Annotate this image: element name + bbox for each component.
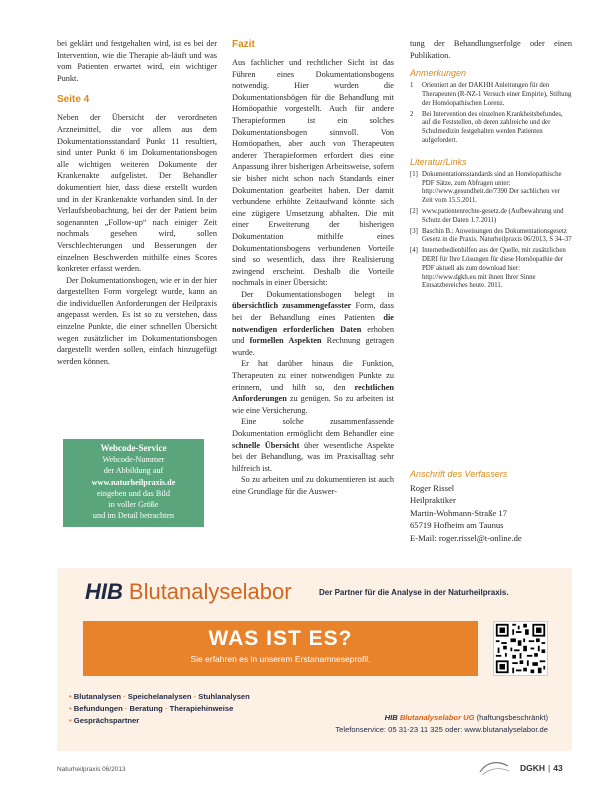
ad-phone-link[interactable]: Telefonservice: 05 31-23 11 325 oder: www.blutanalyselabor.de xyxy=(335,725,548,734)
author-street: Martin-Wohmann-Straße 17 xyxy=(410,507,507,518)
author-title: Heilpraktiker xyxy=(410,495,456,506)
webcode-url-link[interactable]: www.naturheilpraxis.de xyxy=(91,477,176,487)
author-name: Roger Rissel xyxy=(410,483,455,493)
column1-paragraph: Der Dokumentationsbogen, wie er in der hier dargestellten Form vorgelegt wurde, kann an die individuellen Anforderungen der Heilpraxis angepasst werden. Es ist so zu verstehen, dass einzelne Punkte, die einer schnellen Übersicht wegen zusätzlicher im Dokumentationsbogen dargestellt werden sollen, einfach hinzugefügt werden können. xyxy=(57,275,217,366)
notes-list xyxy=(410,82,572,146)
dgkh-logo-icon xyxy=(476,758,512,778)
webcode-line: in voller Größe xyxy=(108,500,159,510)
literature-item: [3] Baschin B.: Anweisungen des Dokumentationsgesetz Gesetz in die Praxis. Naturheilpraxis 06/2013, S 34–37 xyxy=(410,227,572,244)
ad-contact xyxy=(335,712,548,736)
author-city: 65719 Hofheim am Taunus xyxy=(410,520,504,531)
ad-service-item: Gesprächspartner xyxy=(73,715,140,725)
article-column-1 xyxy=(57,38,217,367)
ad-company: HIB Blutanalyselabor UG (haftungsbeschränkt) xyxy=(384,713,548,722)
ad-services-line: • Blutanalysen · Speichelanalysen · Stuhlanalysen xyxy=(69,692,250,701)
column3-intro: tung der Behandlungserfolge oder einen Publikation. xyxy=(410,39,572,60)
column1-intro: bei geklärt und festgehalten wird, ist es bei der Intervention, wie die Therapie ab-läuft und was vom Patienten erwartet wird, ein wichtiger Punkt. xyxy=(57,39,217,83)
hib-advertisement[interactable] xyxy=(57,568,572,751)
author-email-link[interactable]: E-Mail: roger.rissel@t-online.de xyxy=(410,532,522,543)
literature-item: [1] Dokumentationsstandards sind an Homöopathische PDF Sätze, zum Abfragen unter: http://www.gesundheit.de/7390 Der sachlichen ver Zeit vom 15.5.2011. xyxy=(410,170,562,205)
hib-logo-text: Blutanalyselabor xyxy=(128,579,292,604)
literature-item: [2] www.patientenrechte-gesetz.de (Aufbewahrung und Schutz der Daten 1.7.2011) xyxy=(410,207,564,224)
ad-service-item: Therapiehinweise xyxy=(169,703,234,713)
column1-paragraph: Neben der Übersicht der verordneten Arzneimittel, die vor allem aus dem Dokumentationsstandard Punkt 11 resultiert, sind unter Punkt 6 im Dokumentationsbogen alle wichtigen weiteren Dokumente der Krankenakte aufgelistet. Der Behandler dokumentiert hier, dass diese erstellt wurden und in der Krankenakte vorhanden sind. In der Verlaufsbeobachtung, bei der der Patient beim sogenannten „Follow-up“ nach einiger Zeit nochmals gesehen wird, sollen Verschlechterungen und Besserungen der einzelnen Beschwerden mithilfe eines Scores konkreter erfasst werden. xyxy=(57,113,217,274)
note-item: 2 Bei Intervention des einzelnen Krankheitsbefundes, auf die Feststellen, ob deren zahlreiche und der Schulmedizin festgehalten werden Patienten aufgefordert. xyxy=(410,110,563,144)
qr-code[interactable] xyxy=(493,621,548,676)
ad-headline: WAS IST ES? xyxy=(208,627,353,650)
note-item: 1 Orientiert an der DAKHH Anleitungen für den Therapeuten (R-NZ-1 Versuch einer Empirie), Stiftung der Homöopathischen Lorenz. xyxy=(410,82,572,107)
ad-services-line: • Befundungen · Beratung · Therapiehinweise xyxy=(69,703,234,713)
qr-code-icon xyxy=(494,622,547,675)
hib-logo xyxy=(85,578,292,606)
section-heading: Seite 4 xyxy=(57,94,90,106)
webcode-line: der Abbildung auf xyxy=(103,466,164,476)
ad-subheadline: Sie erfahren es in unserem Erstanamneseprofil. xyxy=(190,654,371,664)
ad-service-item: Stuhlanalysen xyxy=(198,692,250,701)
footer-journal-page: DGKH | 43 xyxy=(520,763,563,773)
ad-services-list xyxy=(69,691,250,726)
author-address xyxy=(410,468,572,544)
article-column-3 xyxy=(410,38,572,293)
fazit-heading: Fazit xyxy=(232,39,255,50)
article-column-2 xyxy=(232,38,394,498)
ad-service-item: Befundungen xyxy=(73,703,123,713)
webcode-line: und im Detail betrachten xyxy=(92,511,175,521)
ad-service-item: Beratung xyxy=(129,703,163,713)
literature-item: [4] Internetbedienhilfen aus der Quelle, mit zusätzlichen DERI für Ihre Lösungen für diese Homöopathie der PDF aktuell als zum download hier: http://www.dgkh.eu mit ihnen Ihrer Sinne Einsatzbereiches heute. 2011. xyxy=(410,247,566,290)
webcode-line: eingeben und das Bild xyxy=(97,488,170,498)
ad-headline-band xyxy=(83,621,478,676)
webcode-line: Webcode-Nummer xyxy=(102,455,165,465)
webcode-title: Webcode-Service xyxy=(100,443,167,453)
footer-issue: Naturheilpraxis 06/2013 xyxy=(57,766,126,773)
column2-paragraph: Eine solche zusammenfassende Dokumentation ermöglicht dem Behandler eine schnelle Übersicht über wesentliche Aspekte bei der Behandlung, was im Praxisalltag sehr hilfreich ist. xyxy=(232,417,394,473)
footer-journal: DGKH xyxy=(520,763,546,773)
column2-paragraph: Er hat darüber hinaus die Funktion, Therapeuten zu einer notwendigen Punkte zu erinnern, und hilft so, den rechtlichen Anforderungen zu genügen. So zu arbeiten ist wie eine Versicherung. xyxy=(232,359,394,415)
ad-service-item: Speichelanalysen xyxy=(127,692,192,701)
literature-heading: Literatur/Links xyxy=(410,156,467,167)
ad-tagline: Der Partner für die Analyse in der Naturheilpraxis. xyxy=(319,588,509,597)
column2-paragraph: Der Dokumentationsbogen belegt in übersichtlich zusammengefasster Form, dass bei der Behandlung eines Patienten die notwendigen erforderlichen Daten erhoben und formellen Aspekten Rechnung getragen wurde. xyxy=(232,289,394,357)
webcode-service-box xyxy=(63,439,204,527)
ad-services-line: • Gesprächspartner xyxy=(69,715,140,725)
column2-paragraph: So zu arbeiten und zu dokumentieren ist auch eine Grundlage für die Auswer- xyxy=(232,475,394,496)
notes-heading: Anmerkungen xyxy=(410,68,467,79)
column2-paragraph: Aus fachlicher und rechtlicher Sicht ist das Führen eines Dokumentationsbogens notwendig. Hier wurden die Dokumentationsbögen für die Behandlung mit Homöopathie vorgestellt. Auch für andere Therapieformen ist ein solches Dokumentationsbogen sinnvoll. Von Homöopathen, aber auch von Therapeuten anderer Therapieformen erfordert dies eine Anpassung ihrer bisherigen Arbeitsweise, sofern sie bisher nicht schon nach Standards einer Dokumentation gearbeitet haben. Der damit verbundene erhöhte Zeitaufwand könnte sich eine zügigere Umsetzung abhalten. Die mit einer Erweiterung der bisherigen Dokumentation mithilfe eines Dokumentationsbogens verbundenen Vorteile sind so wesentlich, dass ihre Realisierung zwingend erscheint. Deshalb die Vorteile nochmals in einer Übersicht: xyxy=(232,58,394,288)
hib-logo-mark: HIB xyxy=(85,579,123,604)
author-heading: Anschrift des Verfassers xyxy=(410,469,508,479)
literature-list xyxy=(410,171,572,291)
page-number: 43 xyxy=(553,763,563,773)
ad-service-item: Blutanalysen xyxy=(73,692,122,701)
